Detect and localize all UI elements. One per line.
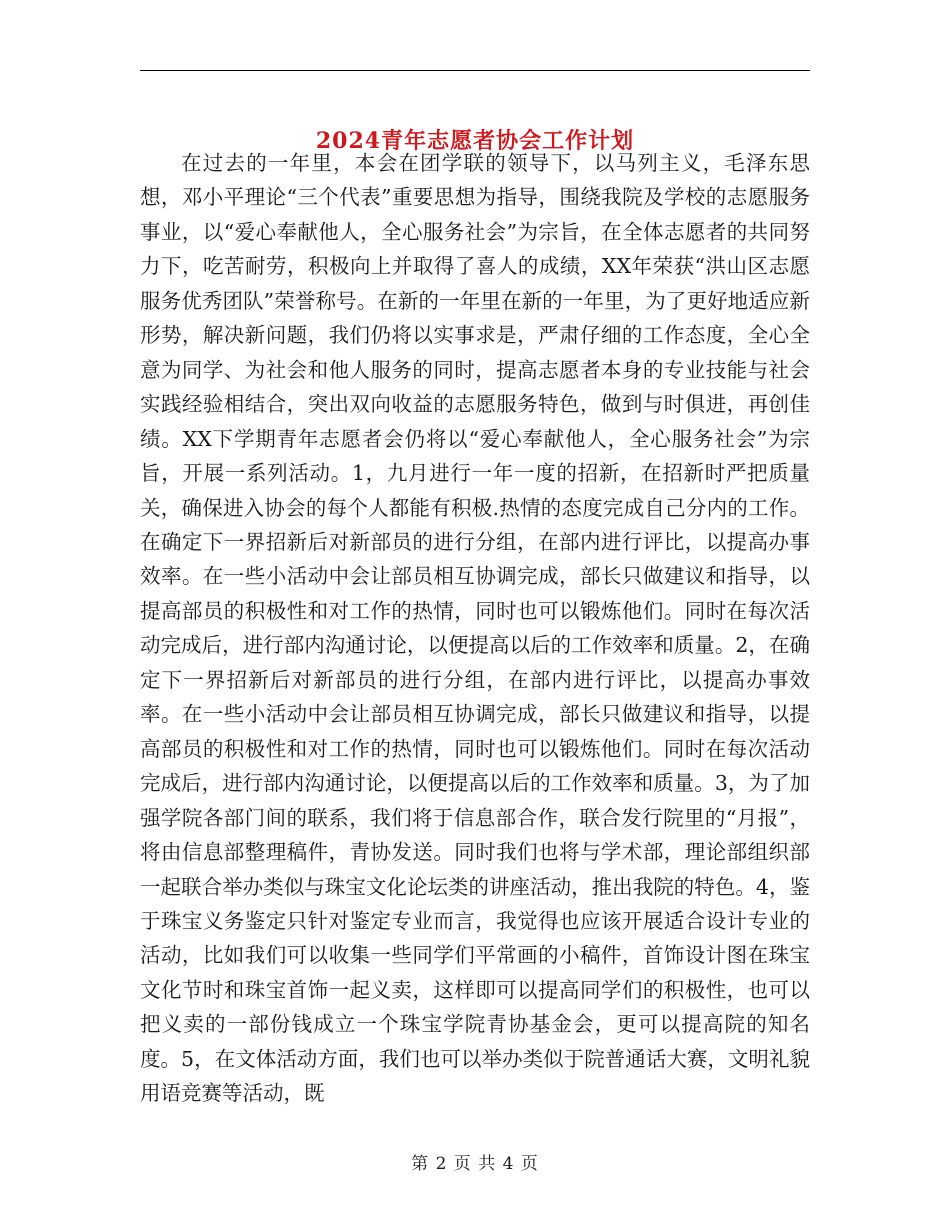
header-rule (140, 70, 810, 71)
document-title: 2024青年志愿者协会工作计划 (315, 127, 635, 154)
body-paragraph: 在过去的一年里，本会在团学联的领导下，以马列主义，毛泽东思想，邓小平理论“三个代表”重要思想为指导，围绕我院及学校的志愿服务事业，以“爱心奉献他人，全心服务社会”为宗旨，在全体志愿者的共同努力下，吃苦耐劳，积极向上并取得了喜人的成绩，XX年荣获“洪山区志愿服务优秀团队”荣誉称号。在新的一年里在新的一年里，为了更好地适应新形势，解决新问题，我们仍将以实事求是，严肃仔细的工作态度，全心全意为同学、为社会和他人服务的同时，提高志愿者本身的专业技能与社会实践经验相结合，突出双向收益的志愿服务特色，做到与时俱进，再创佳绩。XX下学期青年志愿者会仍将以“爱心奉献他人，全心服务社会”为宗旨，开展一系列活动。1，九月进行一年一度的招新，在招新时严把质量关，确保进入协会的每个人都能有积极.热情的态度完成自己分内的工作。在确定下一界招新后对新部员的进行分组，在部内进行评比，以提高办事效率。在一些小活动中会让部员相互协调完成，部长只做建议和指导，以提高部员的积极性和对工作的热情，同时也可以锻炼他们。同时在每次活动完成后，进行部内沟通讨论，以便提高以后的工作效率和质量。2，在确定下一界招新后对新部员的进行分组，在部内进行评比，以提高办事效率。在一些小活动中会让部员相互协调完成，部长只做建议和指导，以提高部员的积极性和对工作的热情，同时也可以锻炼他们。同时在每次活动完成后，进行部内沟通讨论，以便提高以后的工作效率和质量。3，为了加强学院各部门间的联系，我们将于信息部合作，联合发行院里的“月报”，将由信息部整理稿件，青协发送。同时我们也将与学术部，理论部组织部一起联合举办类似与珠宝文化论坛类的讲座活动，推出我院的特色。4，鉴于珠宝义务鉴定只针对鉴定专业而言，我觉得也应该开展适合设计专业的活动，比如我们可以收集一些同学们平常画的小稿件，首饰设计图在珠宝文化节时和珠宝首饰一起义卖，这样即可以提高同学们的积极性，也可以把义卖的一部份钱成立一个珠宝学院青协基金会，更可以提高院的知名度。5，在文体活动方面，我们也可以举办类似于院普通话大赛，文明礼貌用语竞赛等活动，既 (140, 151, 810, 1106)
page-number-footer: 第 2 页 共 4 页 (411, 1154, 539, 1174)
